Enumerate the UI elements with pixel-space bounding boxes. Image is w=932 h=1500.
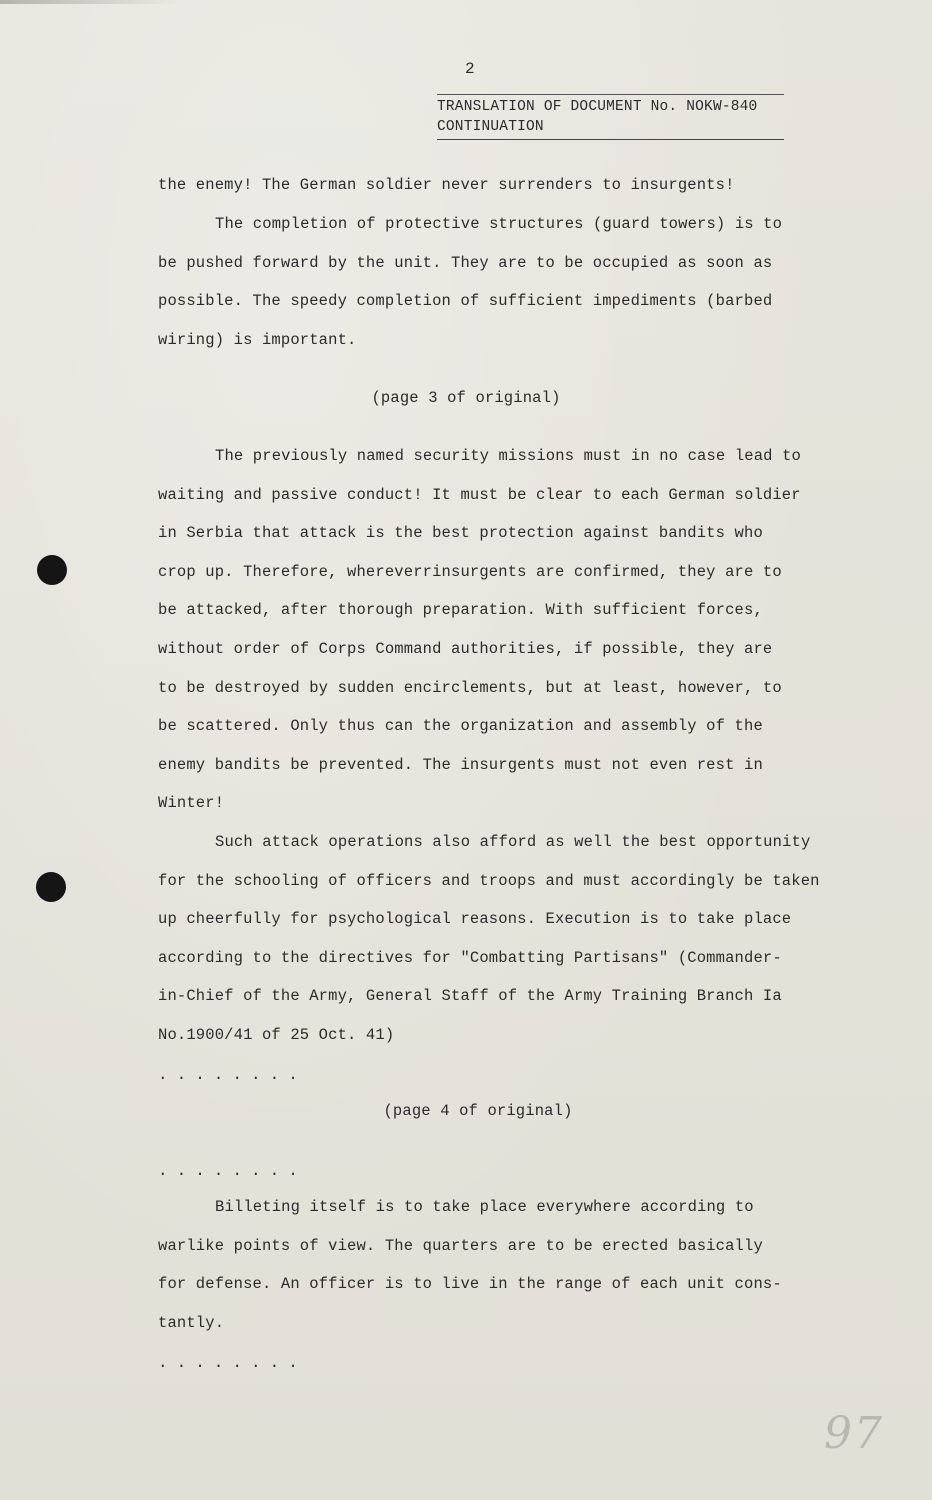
text-line: No.1900/41 of 25 Oct. 41) xyxy=(158,1026,395,1044)
text-line: tantly. xyxy=(158,1314,225,1332)
text-line: Winter! xyxy=(158,794,225,812)
text-line: possible. The speedy completion of sufficient impediments (barbed xyxy=(158,292,773,310)
text-line: wiring) is important. xyxy=(158,331,357,349)
text-line: The previously named security missions must in no case lead to xyxy=(215,447,801,465)
text-line: in-Chief of the Army, General Staff of the Army Training Branch Ia xyxy=(158,987,782,1005)
scan-edge-shadow xyxy=(0,0,180,4)
text-line: warlike points of view. The quarters are to be erected basically xyxy=(158,1237,763,1255)
text-line: without order of Corps Command authorities, if possible, they are xyxy=(158,640,773,658)
text-line: Billeting itself is to take place everywhere according to xyxy=(215,1198,754,1216)
header-subtitle: CONTINUATION xyxy=(437,119,544,135)
text-line: to be destroyed by sudden encirclements, but at least, however, to xyxy=(158,679,782,697)
text-line: enemy bandits be prevented. The insurgents must not even rest in xyxy=(158,756,763,774)
text-line: waiting and passive conduct! It must be clear to each German soldier xyxy=(158,486,801,504)
handwritten-folio-number: 97 xyxy=(824,1408,884,1459)
text-line: be attacked, after thorough preparation. With sufficient forces, xyxy=(158,601,763,619)
document-header xyxy=(437,94,784,140)
punch-hole xyxy=(37,555,67,585)
text-line: be scattered. Only thus can the organization and assembly of the xyxy=(158,717,763,735)
ellipsis-separator: ........ xyxy=(158,1354,307,1372)
page-number: 2 xyxy=(465,60,475,78)
text-line: according to the directives for "Combatting Partisans" (Commander- xyxy=(158,949,782,967)
text-line: in Serbia that attack is the best protection against bandits who xyxy=(158,524,763,542)
text-line: up cheerfully for psychological reasons. Execution is to take place xyxy=(158,910,792,928)
text-line: Such attack operations also afford as well the best opportunity xyxy=(215,833,811,851)
page-marker: (page 4 of original) xyxy=(383,1102,573,1120)
ellipsis-separator: ........ xyxy=(158,1162,307,1180)
text-line: The completion of protective structures (guard towers) is to xyxy=(215,215,783,233)
text-line: for defense. An officer is to live in the range of each unit cons- xyxy=(158,1275,782,1293)
text-line: be pushed forward by the unit. They are to be occupied as soon as xyxy=(158,254,773,272)
header-title: TRANSLATION OF DOCUMENT No. NOKW-840 xyxy=(437,99,758,115)
ellipsis-separator: ........ xyxy=(158,1066,307,1084)
page-marker: (page 3 of original) xyxy=(371,389,561,407)
punch-hole xyxy=(36,872,66,902)
text-line: the enemy! The German soldier never surrenders to insurgents! xyxy=(158,176,735,194)
text-line: crop up. Therefore, whereverrinsurgents are confirmed, they are to xyxy=(158,563,782,581)
text-line: for the schooling of officers and troops and must accordingly be taken xyxy=(158,872,820,890)
